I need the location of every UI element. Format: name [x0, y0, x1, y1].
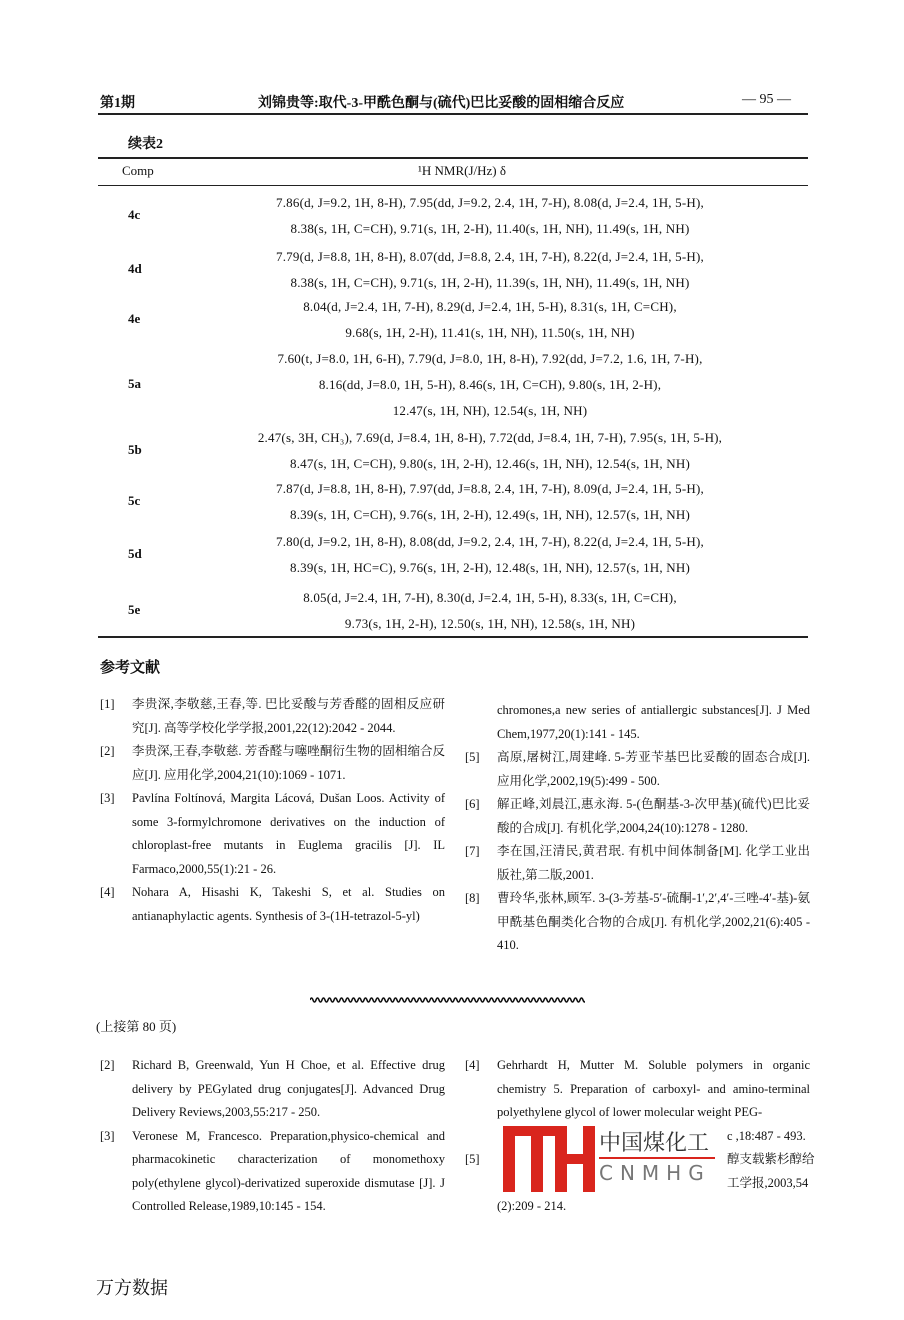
nmr-line: 8.05(d, J=2.4, 1H, 7-H), 8.30(d, J=2.4, 1H, 5-H), 8.33(s, 1H, C=CH), — [303, 590, 677, 605]
nmr-line: 7.87(d, J=8.8, 1H, 8-H), 7.97(dd, J=8.8, 2.4, 1H, 7-H), 8.09(d, J=2.4, 1H, 5-H), — [276, 481, 704, 496]
nmr-line: 7.79(d, J=8.8, 1H, 8-H), 8.07(dd, J=8.8, 2.4, 1H, 7-H), 8.22(d, J=2.4, 1H, 5-H), — [276, 249, 704, 264]
reference-number: [3] — [100, 1128, 115, 1143]
table-bottom-rule — [98, 636, 808, 638]
reference-text: 高原,屠树江,周建峰. 5-芳亚苄基巴比妥酸的固态合成[J]. 应用化学,2002,19(5):499 - 500. — [497, 750, 810, 788]
reference-text: 曹玲华,张林,顾军. 3-(3-芳基-5′-硫酮-1′,2′,4′-三唑-4′-基)-氨甲酰基色酮类化合物的合成[J]. 有机化学,2002,21(6):405 - 410. — [497, 891, 810, 952]
reference-number: [3] — [100, 791, 115, 805]
wanfang-watermark: 万方数据 — [96, 1278, 168, 1299]
reference-item — [465, 793, 810, 840]
reference-item — [465, 887, 810, 958]
logo-mark-icon — [503, 1126, 598, 1192]
nmr-line: 2.47(s, 3H, CH₃), 7.69(d, J=8.4, 1H, 8-H), 7.72(dd, J=8.4, 1H, 7-H), 7.95(s, 1H, 5-H), — [257, 430, 723, 445]
nmr-line: 8.39(s, 1H, C=CH), 9.76(s, 1H, 2-H), 12.49(s, 1H, NH), 12.57(s, 1H, NH) — [290, 507, 690, 522]
reference-text: 李在国,汪清民,黄君珉. 有机中间体制备[M]. 化学工业出版社,第二版,2001. — [497, 844, 810, 882]
compound-id: 4e — [128, 311, 141, 326]
nmr-line: 8.38(s, 1H, C=CH), 9.71(s, 1H, 2-H), 11.39(s, 1H, NH), 11.49(s, 1H, NH) — [290, 275, 690, 290]
reference-item — [100, 1125, 445, 1219]
references-heading: 参考文献 — [100, 660, 161, 676]
logo-divider — [599, 1157, 715, 1159]
cnmhg-logo — [503, 1126, 718, 1192]
reference-text: (2):209 - 214. — [497, 1199, 567, 1213]
reference-number: [2] — [100, 1058, 115, 1072]
continued-left-column — [100, 1054, 445, 1219]
reference-text: Veronese M, Francesco. Preparation,physico-chemical and pharmacokinetic characterization of monomethoxy poly(ethylene glycol)-derivatized superoxide dismutase [J]. J Controlled Release,1989,10:145 - 154. — [132, 1128, 445, 1213]
table-top-rule — [98, 157, 808, 159]
nmr-line: 9.73(s, 1H, 2-H), 12.50(s, 1H, NH), 12.58(s, 1H, NH) — [344, 616, 636, 631]
reference-item — [100, 1054, 445, 1125]
reference-text: c ,18:487 - 493. — [727, 1128, 806, 1143]
running-title: 刘锦贵等:取代-3-甲酰色酮与(硫代)巴比妥酸的固相缩合反应 — [258, 96, 625, 111]
col-header-comp: Comp — [122, 163, 154, 178]
table-header-rule — [98, 185, 808, 186]
compound-id: 4c — [128, 207, 141, 222]
references-left-column — [100, 693, 445, 928]
reference-text: 李贵深,王春,李敬慈. 芳香醛与噻唑酮衍生物的固相缩合反应[J]. 应用化学,2004,21(10):1069 - 1071. — [132, 744, 445, 782]
col-header-nmr: ¹H NMR(J/Hz) δ — [418, 163, 507, 178]
nmr-line: 8.39(s, 1H, HC=C), 9.76(s, 1H, 2-H), 12.48(s, 1H, NH), 12.57(s, 1H, NH) — [290, 560, 690, 575]
reference-item — [100, 881, 445, 928]
reference-number: [6] — [465, 797, 480, 811]
reference-number: [7] — [465, 844, 480, 858]
nmr-line: 9.68(s, 1H, 2-H), 11.41(s, 1H, NH), 11.50(s, 1H, NH) — [345, 325, 635, 340]
nmr-line: 8.04(d, J=2.4, 1H, 7-H), 8.29(d, J=2.4, 1H, 5-H), 8.31(s, 1H, C=CH), — [303, 299, 677, 314]
reference-text: 工学报,2003,54 — [727, 1175, 809, 1190]
compound-id: 5d — [128, 546, 142, 561]
nmr-line: 7.80(d, J=9.2, 1H, 8-H), 8.08(dd, J=9.2, 2.4, 1H, 7-H), 8.22(d, J=2.4, 1H, 5-H), — [276, 534, 704, 549]
reference-item — [100, 693, 445, 740]
reference-item — [465, 1195, 810, 1219]
continued-label: (上接第 80 页) — [96, 1019, 177, 1034]
header-rule — [98, 113, 808, 115]
reference-number: [4] — [100, 885, 115, 899]
wavy-divider — [310, 994, 585, 1006]
nmr-line: 7.86(d, J=9.2, 1H, 8-H), 7.95(dd, J=9.2, 2.4, 1H, 7-H), 8.08(d, J=2.4, 1H, 5-H), — [276, 195, 704, 210]
reference-item — [465, 699, 810, 746]
reference-text: 醇支载紫杉醇给 — [727, 1152, 815, 1166]
reference-text: chromones,a new series of antiallergic substances[J]. J Med Chem,1977,20(1):141 - 145. — [497, 703, 810, 741]
nmr-line: 8.38(s, 1H, C=CH), 9.71(s, 1H, 2-H), 11.40(s, 1H, NH), 11.49(s, 1H, NH) — [290, 221, 690, 236]
nmr-line: 8.16(dd, J=8.0, 1H, 5-H), 8.46(s, 1H, C=CH), 9.80(s, 1H, 2-H), — [318, 377, 662, 392]
issue-label: 第1期 — [100, 96, 135, 111]
compound-id: 5b — [128, 442, 142, 457]
reference-item — [100, 740, 445, 787]
reference-number: [8] — [465, 891, 480, 905]
reference-text: Pavlína Foltínová, Margita Lácová, Dušan Loos. Activity of some 3-formylchromone derivatives on the induction of chloroplast-free mutants in Euglema gracilis [J]. IL Farmaco,2000,55(1):21 - 26. — [132, 791, 445, 876]
nmr-line: 7.60(t, J=8.0, 1H, 6-H), 7.79(d, J=8.0, 1H, 8-H), 7.92(dd, J=7.2, 1.6, 1H, 7-H), — [277, 351, 703, 366]
references-right-column — [465, 699, 810, 958]
reference-text: 李贵深,李敬慈,王春,等. 巴比妥酸与芳香醛的固相反应研究[J]. 高等学校化学学报,2001,22(12):2042 - 2044. — [132, 697, 445, 735]
reference-item — [465, 746, 810, 793]
compound-id: 5a — [128, 376, 141, 391]
table-caption: 续表2 — [128, 137, 163, 152]
logo-text-en: CNMHG — [599, 1161, 711, 1185]
compound-id: 4d — [128, 261, 142, 276]
reference-text: 解正峰,刘晨江,惠永海. 5-(色酮基-3-次甲基)(硫代)巴比妥酸的合成[J]. 有机化学,2004,24(10):1278 - 1280. — [497, 797, 810, 835]
reference-text: Richard B, Greenwald, Yun H Choe, et al. Effective drug delivery by PEGylated drug conjugates[J]. Advanced Drug Delivery Reviews,2003,55:217 - 250. — [132, 1058, 445, 1119]
page-number: — 95 — — [742, 92, 791, 107]
reference-item — [465, 840, 810, 887]
compound-id: 5c — [128, 493, 141, 508]
reference-item — [465, 1054, 810, 1125]
logo-text-cn: 中国煤化工 — [599, 1131, 710, 1156]
reference-number: [4] — [465, 1058, 480, 1072]
reference-number: [5] — [465, 1152, 480, 1166]
nmr-line: 12.47(s, 1H, NH), 12.54(s, 1H, NH) — [392, 403, 588, 418]
reference-number: [5] — [465, 750, 480, 764]
reference-number: [1] — [100, 697, 115, 711]
compound-id: 5e — [128, 602, 141, 617]
reference-text: Gehrhardt H, Mutter M. Soluble polymers in organic chemistry 5. Preparation of carboxyl- and amino-terminal polyethylene glycol of lower molecular weight PEG- — [497, 1058, 810, 1119]
reference-item — [100, 787, 445, 881]
reference-text: Nohara A, Hisashi K, Takeshi S, et al. Studies on antianaphylactic agents. Synthesis of 3-(1H-tetrazol-5-yl) — [132, 885, 445, 923]
nmr-line: 8.47(s, 1H, C=CH), 9.80(s, 1H, 2-H), 12.46(s, 1H, NH), 12.54(s, 1H, NH) — [290, 456, 690, 471]
reference-number: [2] — [100, 744, 115, 758]
